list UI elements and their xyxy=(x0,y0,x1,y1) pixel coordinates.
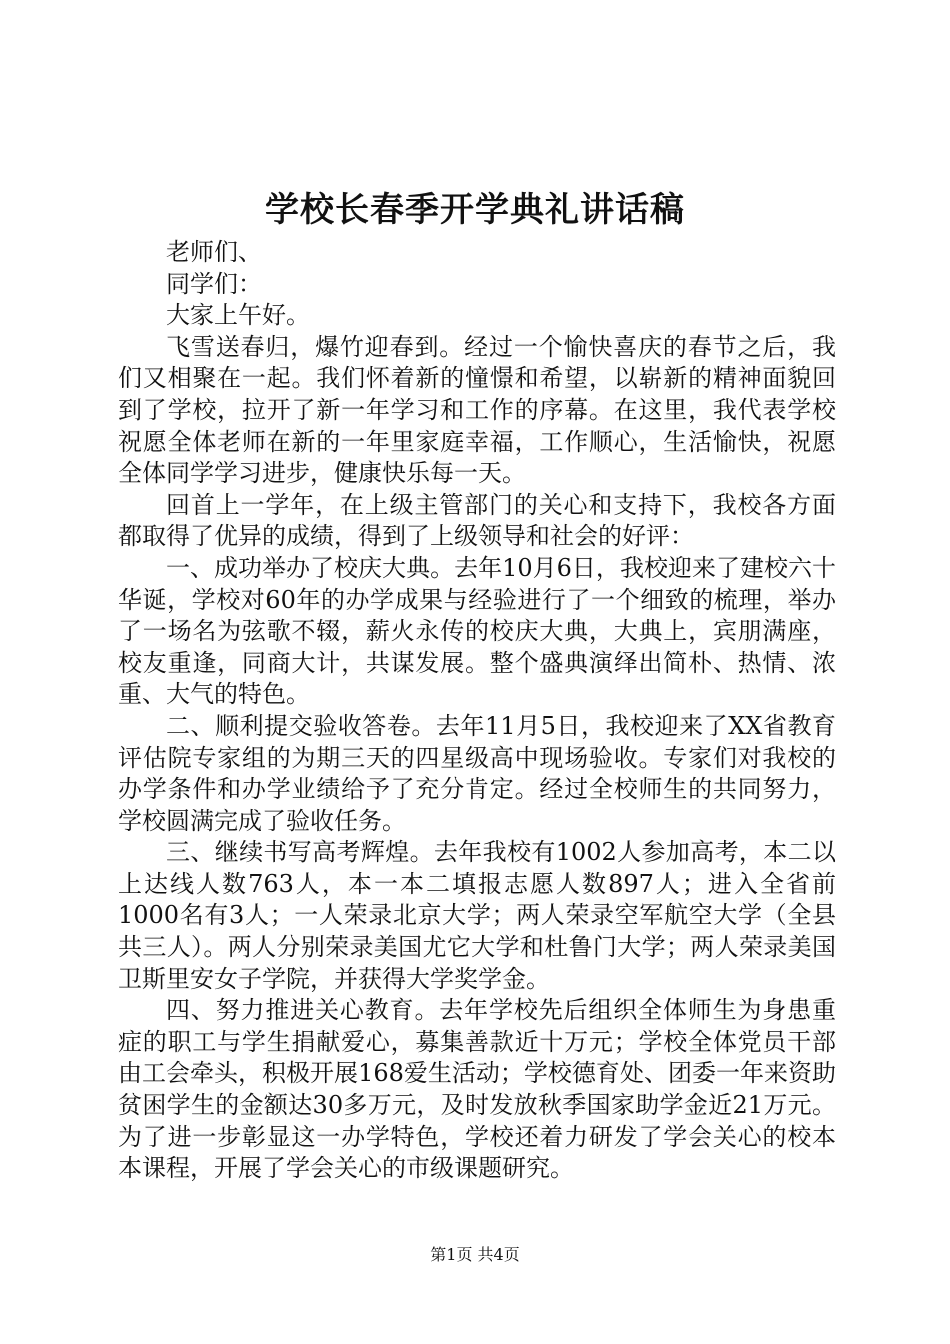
page-footer: 第1页 共4页 xyxy=(430,1245,520,1264)
paragraph-item-3: 三、继续书写高考辉煌。去年我校有1002人参加高考，本二以上达线人数763人，本一本二填报志愿人数897人；进入全省前1000名有3人；一人荣录北京大学；两人荣录空军航空大学（全县共三人）。两人分别荣录美国尤它大学和杜鲁门大学；两人荣录美国卫斯里安女子学院，并获得大学奖学金。 xyxy=(118,838,836,993)
paragraph-item-4: 四、努力推进关心教育。去年学校先后组织全体师生为身患重症的职工与学生捐献爱心，募集善款近十万元；学校全体党员干部由工会牵头，积极开展168爱生活动；学校德育处、团委一年来资助贫困学生的金额达30多万元，及时发放秋季国家助学金近21万元。为了进一步彰显这一办学特色，学校还着力研发了学会关心的校本本课程，开展了学会关心的市级课题研究。 xyxy=(118,996,836,1183)
document-title: 学校长春季开学典礼讲话稿 xyxy=(265,190,685,230)
greeting-students: 同学们： xyxy=(166,269,262,298)
paragraph-review: 回首上一学年，在上级主管部门的关心和支持下，我校各方面都取得了优异的成绩，得到了上级领导和社会的好评： xyxy=(118,490,836,551)
paragraph-item-2: 二、顺利提交验收答卷。去年11月5日，我校迎来了XX省教育评估院专家组的为期三天的四星级高中现场验收。专家们对我校的办学条件和办学业绩给予了充分肯定。经过全校师生的共同努力，学校圆满完成了验收任务。 xyxy=(118,711,836,835)
greeting-teachers: 老师们、 xyxy=(166,238,262,266)
greeting-morning: 大家上午好。 xyxy=(166,301,310,330)
paragraph-opening: 飞雪送春归，爆竹迎春到。经过一个愉快喜庆的春节之后，我们又相聚在一起。我们怀着新的憧憬和希望，以崭新的精神面貌回到了学校，拉开了新一年学习和工作的序幕。在这里，我代表学校祝愿全体老师在新的一年里家庭幸福，工作顺心，生活愉快，祝愿全体同学学习进步，健康快乐每一天。 xyxy=(118,332,836,488)
document-body xyxy=(118,237,836,1185)
paragraph-item-1: 一、成功举办了校庆大典。去年10月6日，我校迎来了建校六十华诞，学校对60年的办学成果与经验进行了一个细致的梳理，举办了一场名为弦歌不辍，薪火永传的校庆大典，大典上，宾朋满座，校友重逢，同商大计，共谋发展。整个盛典演绎出简朴、热情、浓重、大气的特色。 xyxy=(118,553,836,709)
